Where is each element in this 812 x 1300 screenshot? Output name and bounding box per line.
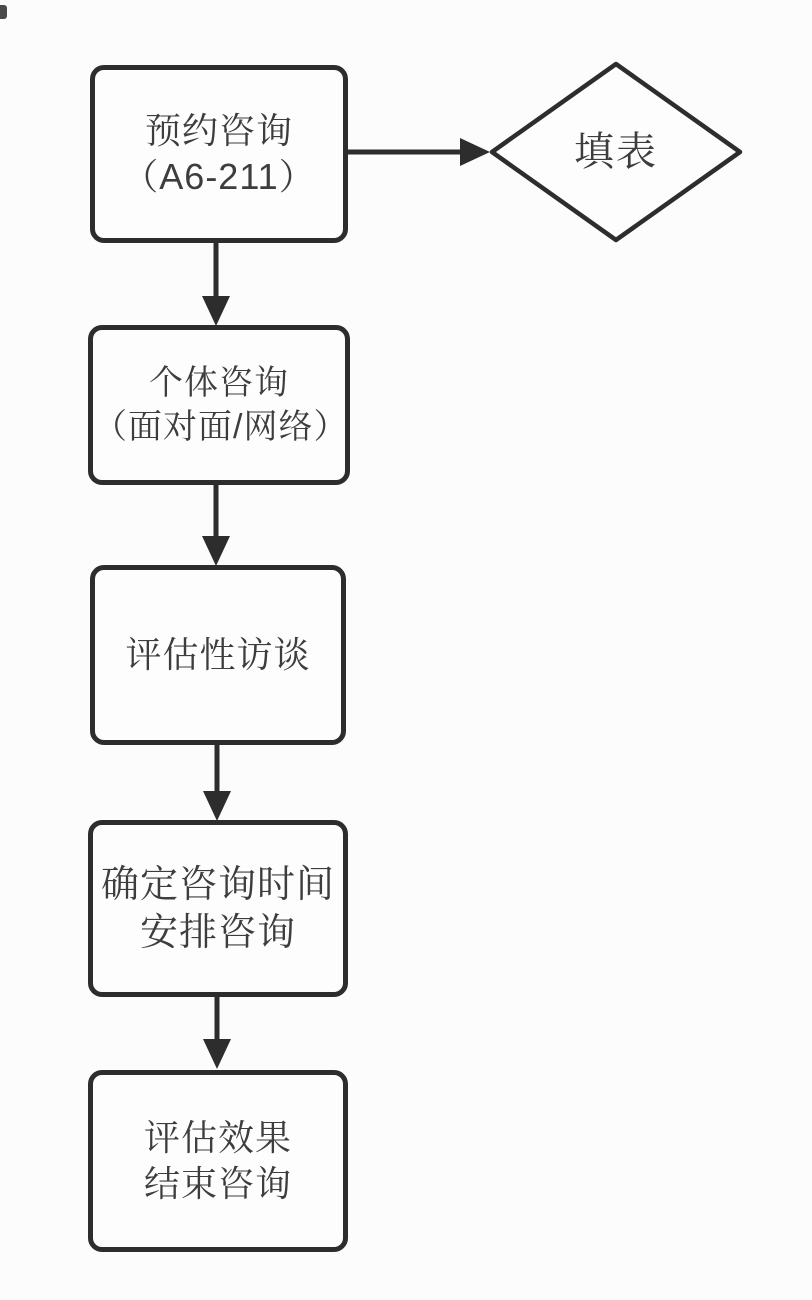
flow-node-individual-consult bbox=[88, 325, 350, 485]
node-text-line: 填表 bbox=[574, 130, 658, 174]
node-text-line: 结束咨询 bbox=[143, 1163, 292, 1204]
node-text-line: 个体咨询 bbox=[149, 364, 289, 402]
node-text-line: 预约咨询 bbox=[144, 110, 293, 151]
arrow-interview-to-schedule bbox=[203, 745, 231, 821]
arrow-individual-to-interview bbox=[202, 485, 230, 566]
flow-node-assessment-interview bbox=[90, 565, 346, 745]
arrow-appointment-to-fill-form bbox=[348, 138, 490, 166]
corner-artifact bbox=[0, 5, 7, 19]
arrow-schedule-to-end bbox=[203, 997, 231, 1069]
flow-node-fill-form bbox=[492, 128, 740, 176]
node-text-line: （面对面/网络） bbox=[93, 408, 349, 446]
node-text-line: 确定咨询时间 bbox=[100, 863, 335, 906]
node-text-line: 评估性访谈 bbox=[125, 634, 311, 675]
node-text-line: （A6-211） bbox=[122, 156, 316, 197]
flow-node-schedule-consult bbox=[88, 820, 348, 997]
arrow-appointment-to-individual bbox=[202, 243, 230, 326]
flow-node-end-consult bbox=[88, 1070, 348, 1252]
flow-node-appointment bbox=[90, 65, 348, 243]
node-text-line: 安排咨询 bbox=[139, 911, 296, 954]
node-text-line: 评估效果 bbox=[143, 1117, 292, 1158]
